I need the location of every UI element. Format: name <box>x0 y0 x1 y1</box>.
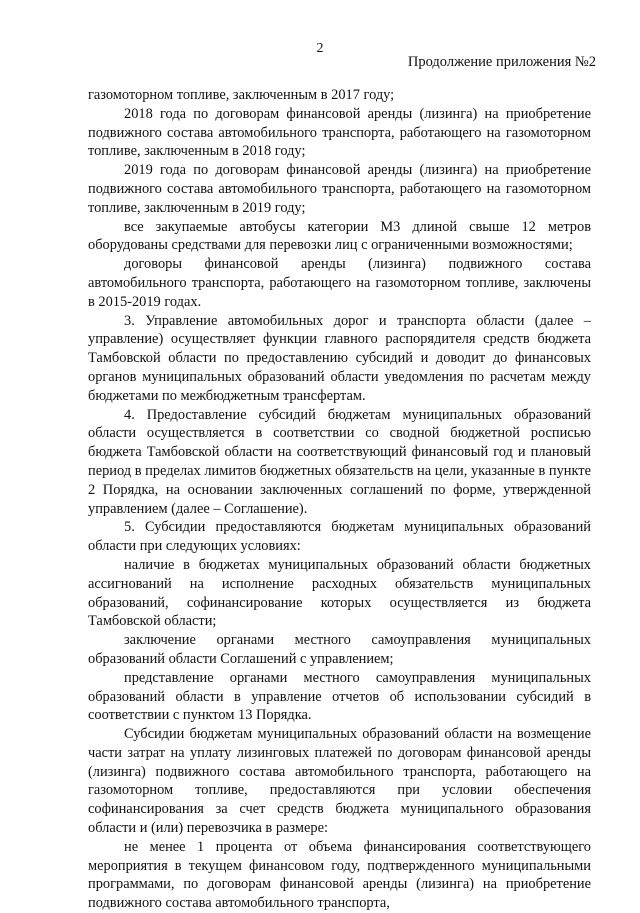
paragraph: договоры финансовой аренды (лизинга) подвижного состава автомобильного транспорта, работающего на газомоторном топливе, заключены в 2015-2019 годах. <box>88 256 591 310</box>
paragraph: не менее 1 процента от объема финансирования соответствующего мероприятия в текущем финансовом году, подтвержденного муниципальными программами, по договорам финансовой аренды (лизинга) на приобретение подвижного состава автомобильного транспорта, <box>88 838 591 912</box>
appendix-continuation-header: Продолжение приложения №2 <box>407 54 596 70</box>
paragraph: представление органами местного самоуправления муниципальных образований области в управление отчетов об использовании субсидий в соответствии с пунктом 13 Порядка. <box>88 669 591 724</box>
paragraph: заключение органами местного самоуправления муниципальных образований области Соглашений с управлением; <box>88 632 591 667</box>
paragraph: все закупаемые автобусы категории М3 длиной свыше 12 метров оборудованы средствами для перевозки лиц с ограниченными возможностями; <box>88 218 591 254</box>
paragraph: наличие в бюджетах муниципальных образований области бюджетных ассигнований на исполнение расходных обязательств муниципальных образований, софинансирование которых осуществляется из бюджета Тамбовской области; <box>88 556 591 630</box>
paragraph: Субсидии бюджетам муниципальных образований области на возмещение части затрат на уплату лизинговых платежей по договорам финансовой аренды (лизинга) подвижного состава автомобильного транспорта, работающего на газомоторном топливе, предоставляются при условии обеспечения софинансирования за счет средств бюджета муниципального образования области и (или) перевозчика в размере: <box>88 726 591 837</box>
paragraph: газомоторном топливе, заключенным в 2017 году; <box>88 87 395 103</box>
page-number: 2 <box>316 41 324 56</box>
paragraph: 2018 года по договорам финансовой аренды (лизинга) на приобретение подвижного состава автомобильного транспорта, работающего на газомоторном топливе, заключенным в 2018 году; <box>88 105 591 160</box>
document-body <box>88 86 591 913</box>
paragraph: 2019 года по договорам финансовой аренды (лизинга) на приобретение подвижного состава автомобильного транспорта, работающего на газомоторном топливе, заключенным в 2019 году; <box>88 162 591 216</box>
paragraph: 3. Управление автомобильных дорог и транспорта области (далее – управление) осуществляет функции главного распорядителя средств бюджета Тамбовской области по предоставлению субсидий и доводит до финансовых органов муниципальных образований области уведомления по расчетам между бюджетами по межбюджетным трансфертам. <box>88 312 591 404</box>
paragraph: 5. Субсидии предоставляются бюджетам муниципальных образований области при следующих условиях: <box>88 519 591 555</box>
paragraph: 4. Предоставление субсидий бюджетам муниципальных образований области осуществляется в соответствии со сводной бюджетной росписью бюджета Тамбовской области на соответствующий финансовый год и плановый период в пределах лимитов бюджетных обязательств на цели, указанные в пункте 2 Порядка, на основании заключенных соглашений по форме, утвержденной управлением (далее – Соглашение). <box>88 406 591 517</box>
